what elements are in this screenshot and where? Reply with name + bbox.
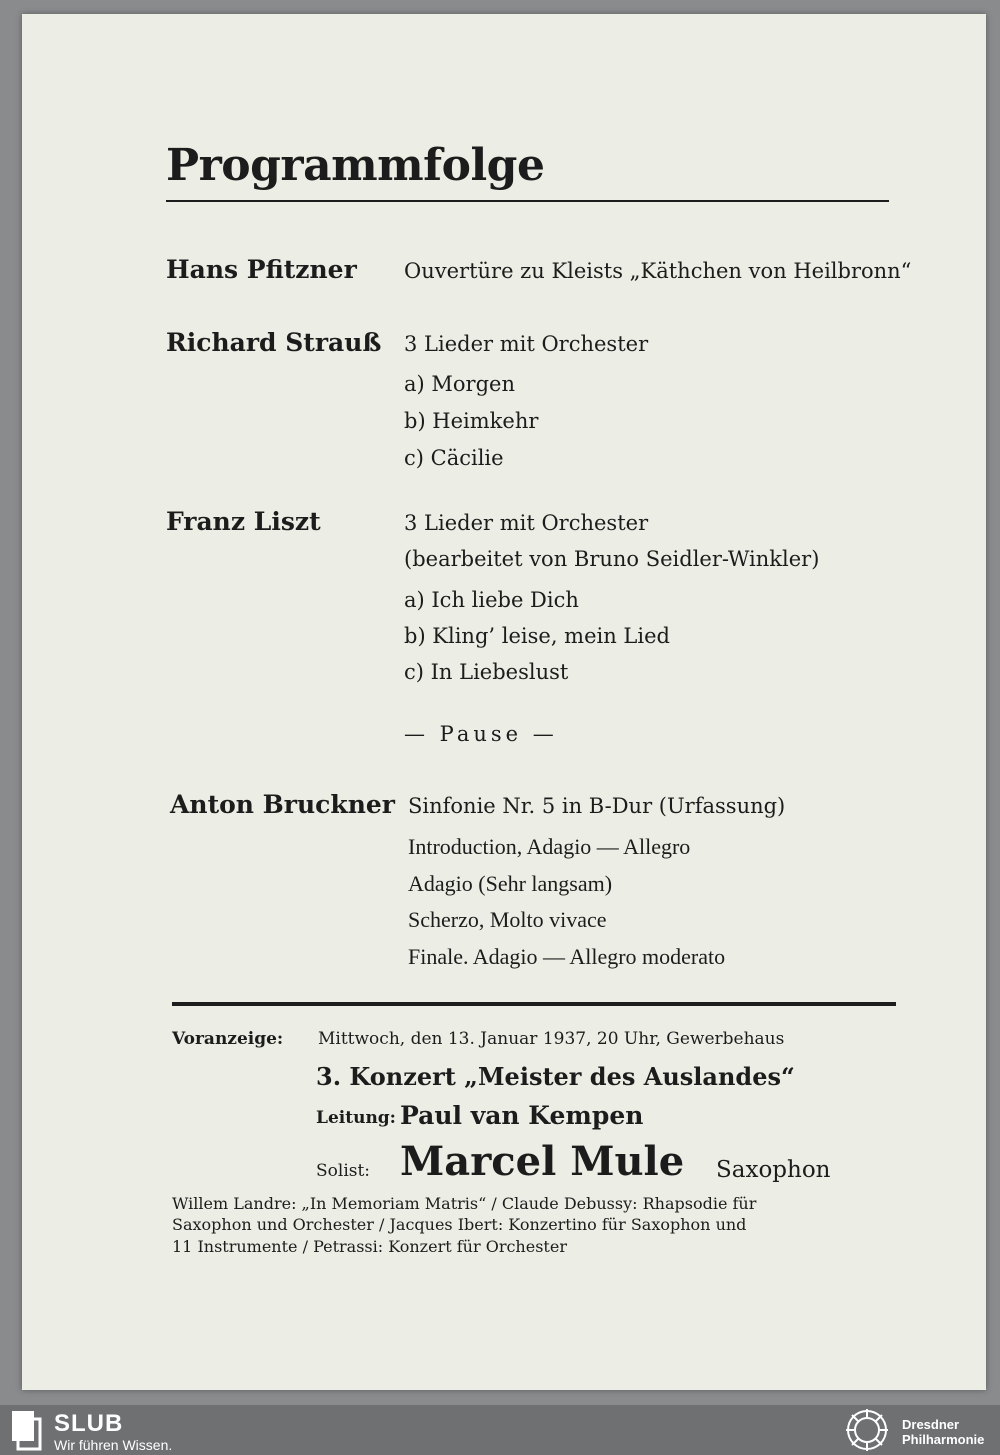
works-line: Saxophon und Orchester / Jacques Ibert: Konzertino für Saxophon und (172, 1215, 747, 1234)
composer-pfitzner: Hans Pfitzner (166, 255, 357, 284)
work-pfitzner: Ouvertüre zu Kleists „Käthchen von Heilbronn“ (404, 259, 912, 283)
movement-item: Scherzo, Molto vivace (408, 907, 607, 932)
song-item: b) Heimkehr (404, 409, 539, 433)
composer-strauss: Richard Strauß (166, 328, 382, 357)
song-item: b) Kling’ leise, mein Lied (404, 624, 670, 648)
dresdner-philharmonie-name (902, 1417, 984, 1447)
page-title: Programmfolge (166, 140, 545, 191)
song-item: a) Morgen (404, 372, 515, 396)
work-bruckner: Sinfonie Nr. 5 in B-Dur (Urfassung) (408, 794, 786, 818)
announcement-rule (172, 1002, 896, 1006)
slub-subtitle: Wir führen Wissen. (54, 1437, 173, 1453)
song-item: c) Cäcilie (404, 446, 504, 470)
slub-logo-icon[interactable] (10, 1409, 42, 1451)
composer-liszt: Franz Liszt (166, 507, 321, 536)
work-strauss: 3 Lieder mit Orchester (404, 332, 649, 356)
song-item: c) In Liebeslust (404, 660, 569, 684)
soloist-instrument: Saxophon (716, 1157, 831, 1183)
movement-item: Introduction, Adagio — Allegro (408, 834, 691, 859)
arranger-note: (bearbeitet von Bruno Seidler-Winkler) (404, 547, 820, 571)
concert-title: 3. Konzert „Meister des Auslandes“ (316, 1062, 795, 1091)
dp-line-2: Philharmonie (902, 1432, 985, 1447)
dresdner-philharmonie-logo-icon[interactable] (842, 1407, 892, 1453)
work-liszt: 3 Lieder mit Orchester (404, 511, 649, 535)
dp-line-1: Dresdner (902, 1417, 960, 1432)
announcement-label: Voranzeige: (172, 1029, 284, 1049)
song-item: a) Ich liebe Dich (404, 588, 579, 612)
slub-title[interactable]: SLUB (54, 1410, 124, 1437)
conductor-label: Leitung: (316, 1108, 396, 1128)
works-line: 11 Instrumente / Petrassi: Konzert für Orchester (172, 1237, 567, 1256)
movement-item: Adagio (Sehr langsam) (408, 871, 613, 896)
works-line: Willem Landre: „In Memoriam Matris“ / Claude Debussy: Rhapsodie für (172, 1194, 757, 1213)
composer-bruckner: Anton Bruckner (170, 790, 395, 819)
announcement-date: Mittwoch, den 13. Januar 1937, 20 Uhr, Gewerbehaus (318, 1029, 785, 1049)
movement-item: Finale. Adagio — Allegro moderato (408, 944, 726, 969)
conductor-name: Paul van Kempen (400, 1101, 644, 1130)
soloist-label: Solist: (316, 1161, 371, 1181)
soloist-name: Marcel Mule (400, 1138, 685, 1185)
title-rule (166, 200, 889, 202)
intermission: — Pause — (404, 722, 558, 746)
